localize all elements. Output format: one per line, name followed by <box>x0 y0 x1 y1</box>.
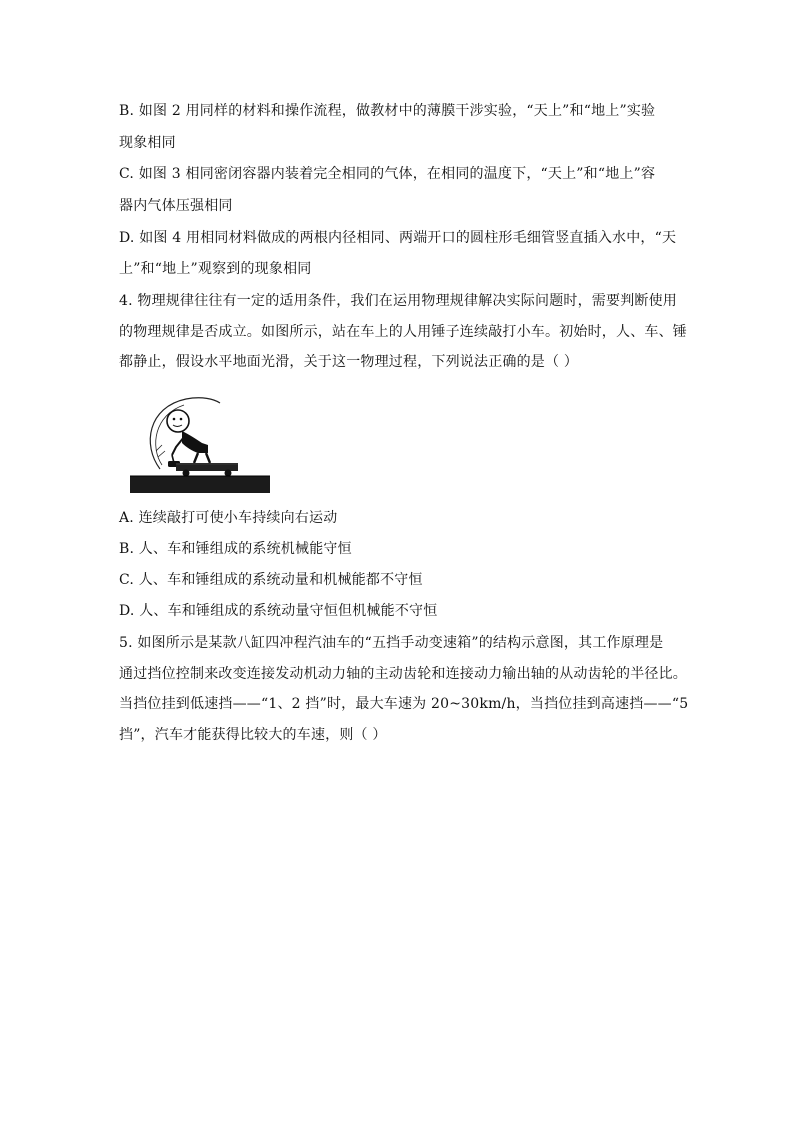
q3-option-b-line2: 现象相同 <box>119 135 176 151</box>
hammer-cart-figure <box>128 393 270 493</box>
person-arm <box>172 437 184 455</box>
q3-option-c-line2: 器内气体压强相同 <box>119 198 233 214</box>
q4-option-d: D. 人、车和锤组成的系统动量守恒但机械能不守恒 <box>119 603 438 619</box>
cart-wheel-right <box>225 470 232 477</box>
q5-stem-line4: 挡”，汽车才能获得比较大的车速，则（ ） <box>119 727 387 743</box>
person-body <box>182 431 208 453</box>
q4-option-a: A. 连续敲打可使小车持续向右运动 <box>119 510 338 526</box>
q3-option-d-line2: 上”和“地上”观察到的现象相同 <box>119 261 312 277</box>
q5-stem-line1: 5. 如图所示是某款八缸四冲程汽油车的“五挡手动变速箱”的结构示意图，其工作原理是 <box>119 635 664 651</box>
cart-wheel-left <box>183 470 190 477</box>
q5-stem-line3: 当挡位挂到低速挡——“1、2 挡”时，最大车速为 20~30km/h，当挡位挂到高速挡——“5 <box>119 696 689 712</box>
q4-option-b: B. 人、车和锤组成的系统机械能守恒 <box>119 541 352 557</box>
q3-option-d-line1: D. 如图 4 用相同材料做成的两根内径相同、两端开口的圆柱形毛细管竖直插入水中，“天 <box>119 230 677 246</box>
q3-option-c-line1: C. 如图 3 相同密闭容器内装着完全相同的气体，在相同的温度下，“天上”和“地上”容 <box>119 166 656 182</box>
ground <box>130 476 270 493</box>
q4-stem-line3: 都静止，假设水平地面光滑，关于这一物理过程，下列说法正确的是（ ） <box>119 354 579 370</box>
q3-option-b-line1: B. 如图 2 用同样的材料和操作流程，做教材中的薄膜干涉实验，“天上”和“地上”实验 <box>119 103 656 119</box>
q5-stem-line2: 通过挡位控制来改变连接发动机动力轴的主动齿轮和连接动力输出轴的从动齿轮的半径比。 <box>119 666 687 682</box>
person-legs <box>194 453 210 463</box>
q4-stem-line2: 的物理规律是否成立。如图所示，站在车上的人用锤子连续敲打小车。初始时，人、车、锤 <box>119 324 687 340</box>
q4-stem-line1: 4. 物理规律往往有一定的适用条件，我们在运用物理规律解决实际问题时，需要判断使用 <box>119 293 678 309</box>
q4-option-c: C. 人、车和锤组成的系统动量和机械能都不守恒 <box>119 572 423 588</box>
person-head <box>167 410 189 432</box>
